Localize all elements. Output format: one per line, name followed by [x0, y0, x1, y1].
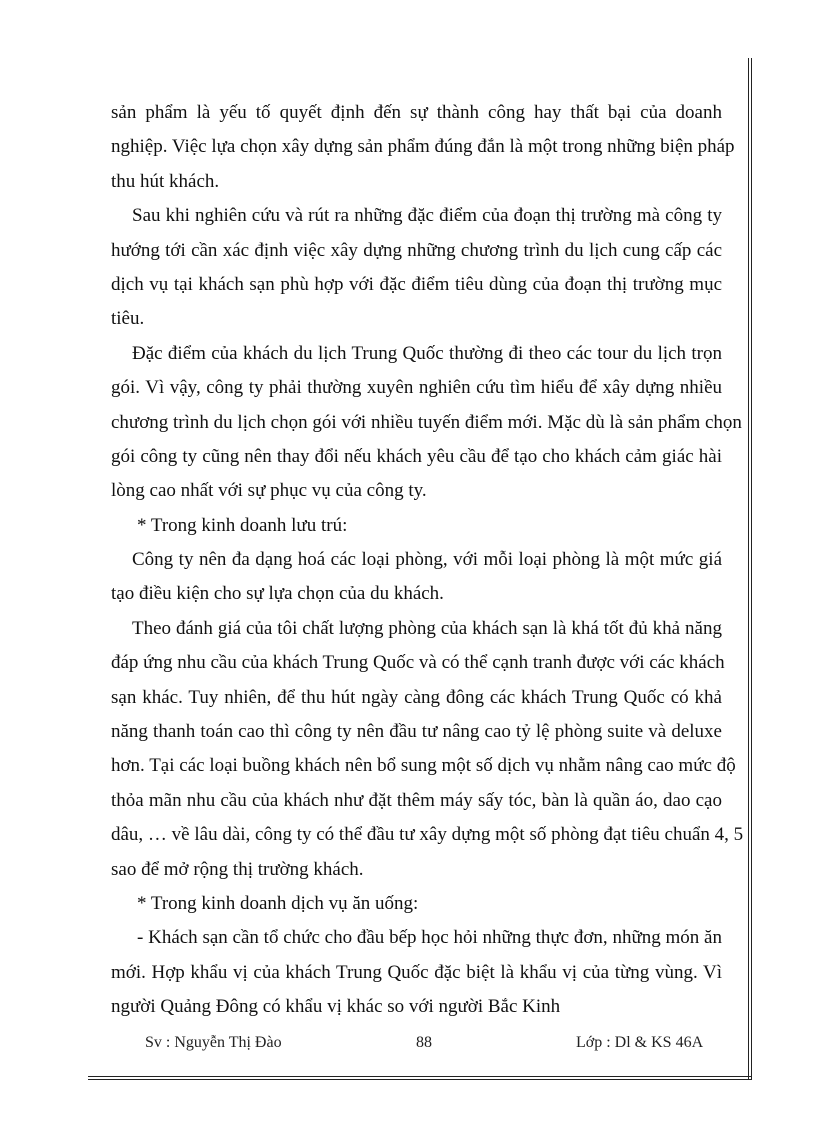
page-border-bottom [88, 1076, 752, 1080]
text-line: sạn khác. Tuy nhiên, để thu hút ngày càng đông các khách Trung Quốc có khả [111, 686, 722, 708]
text-line: gói. Vì vậy, công ty phải thường xuyên nghiên cứu tìm hiểu để xây dựng nhiều [111, 377, 722, 399]
text-line: sao để mở rộng thị trường khách. [111, 858, 364, 880]
body-text [111, 96, 744, 1025]
footer-page-number: 88 [416, 1034, 432, 1051]
text-line: hướng tới cần xác định việc xây dựng những chương trình du lịch cung cấp các [111, 239, 722, 261]
footer-student-name: Sv : Nguyễn Thị Đào [145, 1034, 282, 1051]
text-line: thu hút khách. [111, 170, 220, 192]
text-line: - Khách sạn cần tổ chức cho đầu bếp học hỏi những thực đơn, những món ăn [137, 927, 722, 949]
text-line: hơn. Tại các loại buồng khách nên bổ sung một số dịch vụ nhằm nâng cao mức độ [111, 755, 736, 777]
text-line: Sau khi nghiên cứu và rút ra những đặc điểm của đoạn thị trường mà công ty [132, 205, 722, 227]
text-line: dịch vụ tại khách sạn phù hợp với đặc điểm tiêu dùng của đoạn thị trường mục [111, 273, 722, 295]
text-line: mới. Hợp khẩu vị của khách Trung Quốc đặc biệt là khẩu vị của từng vùng. Vì [111, 961, 722, 983]
text-line: Công ty nên đa dạng hoá các loại phòng, với mỗi loại phòng là một mức giá [132, 549, 722, 571]
text-line: năng thanh toán cao thì công ty nên đầu tư nâng cao tỷ lệ phòng suite và deluxe [111, 721, 722, 743]
section-heading: * Trong kinh doanh lưu trú: [137, 514, 348, 536]
text-line: tiêu. [111, 308, 145, 330]
text-line: Đặc điểm của khách du lịch Trung Quốc thường đi theo các tour du lịch trọn [132, 342, 722, 364]
text-line: dâu, … về lâu dài, công ty có thể đầu tư xây dựng một số phòng đạt tiêu chuẩn 4, 5 [111, 824, 744, 846]
text-line: Theo đánh giá của tôi chất lượng phòng của khách sạn là khá tốt đủ khả năng [132, 617, 722, 639]
section-heading: * Trong kinh doanh dịch vụ ăn uống: [137, 892, 419, 914]
page-border-right [748, 58, 752, 1080]
text-line: gói công ty cũng nên thay đổi nếu khách yêu cầu để tạo cho khách cảm giác hài [111, 445, 722, 467]
text-line: nghiệp. Việc lựa chọn xây dựng sản phẩm đúng đắn là một trong những biện pháp [111, 136, 735, 158]
text-line: lòng cao nhất với sự phục vụ của công ty. [111, 480, 427, 502]
text-line: người Quảng Đông có khẩu vị khác so với người Bắc Kinh [111, 996, 561, 1018]
text-line: đáp ứng nhu cầu của khách Trung Quốc và có thể cạnh tranh được với các khách [111, 652, 725, 674]
text-line: thỏa mãn nhu cầu của khách như đặt thêm máy sấy tóc, bàn là quần áo, dao cạo [111, 789, 722, 811]
text-line: sản phẩm là yếu tố quyết định đến sự thành công hay thất bại của doanh [111, 102, 722, 123]
text-line: tạo điều kiện cho sự lựa chọn của du khách. [111, 583, 444, 605]
footer-class-label: Lớp : Dl & KS 46A [576, 1034, 704, 1051]
text-line: chương trình du lịch chọn gói với nhiều tuyến điểm mới. Mặc dù là sản phẩm chọn [111, 411, 742, 433]
